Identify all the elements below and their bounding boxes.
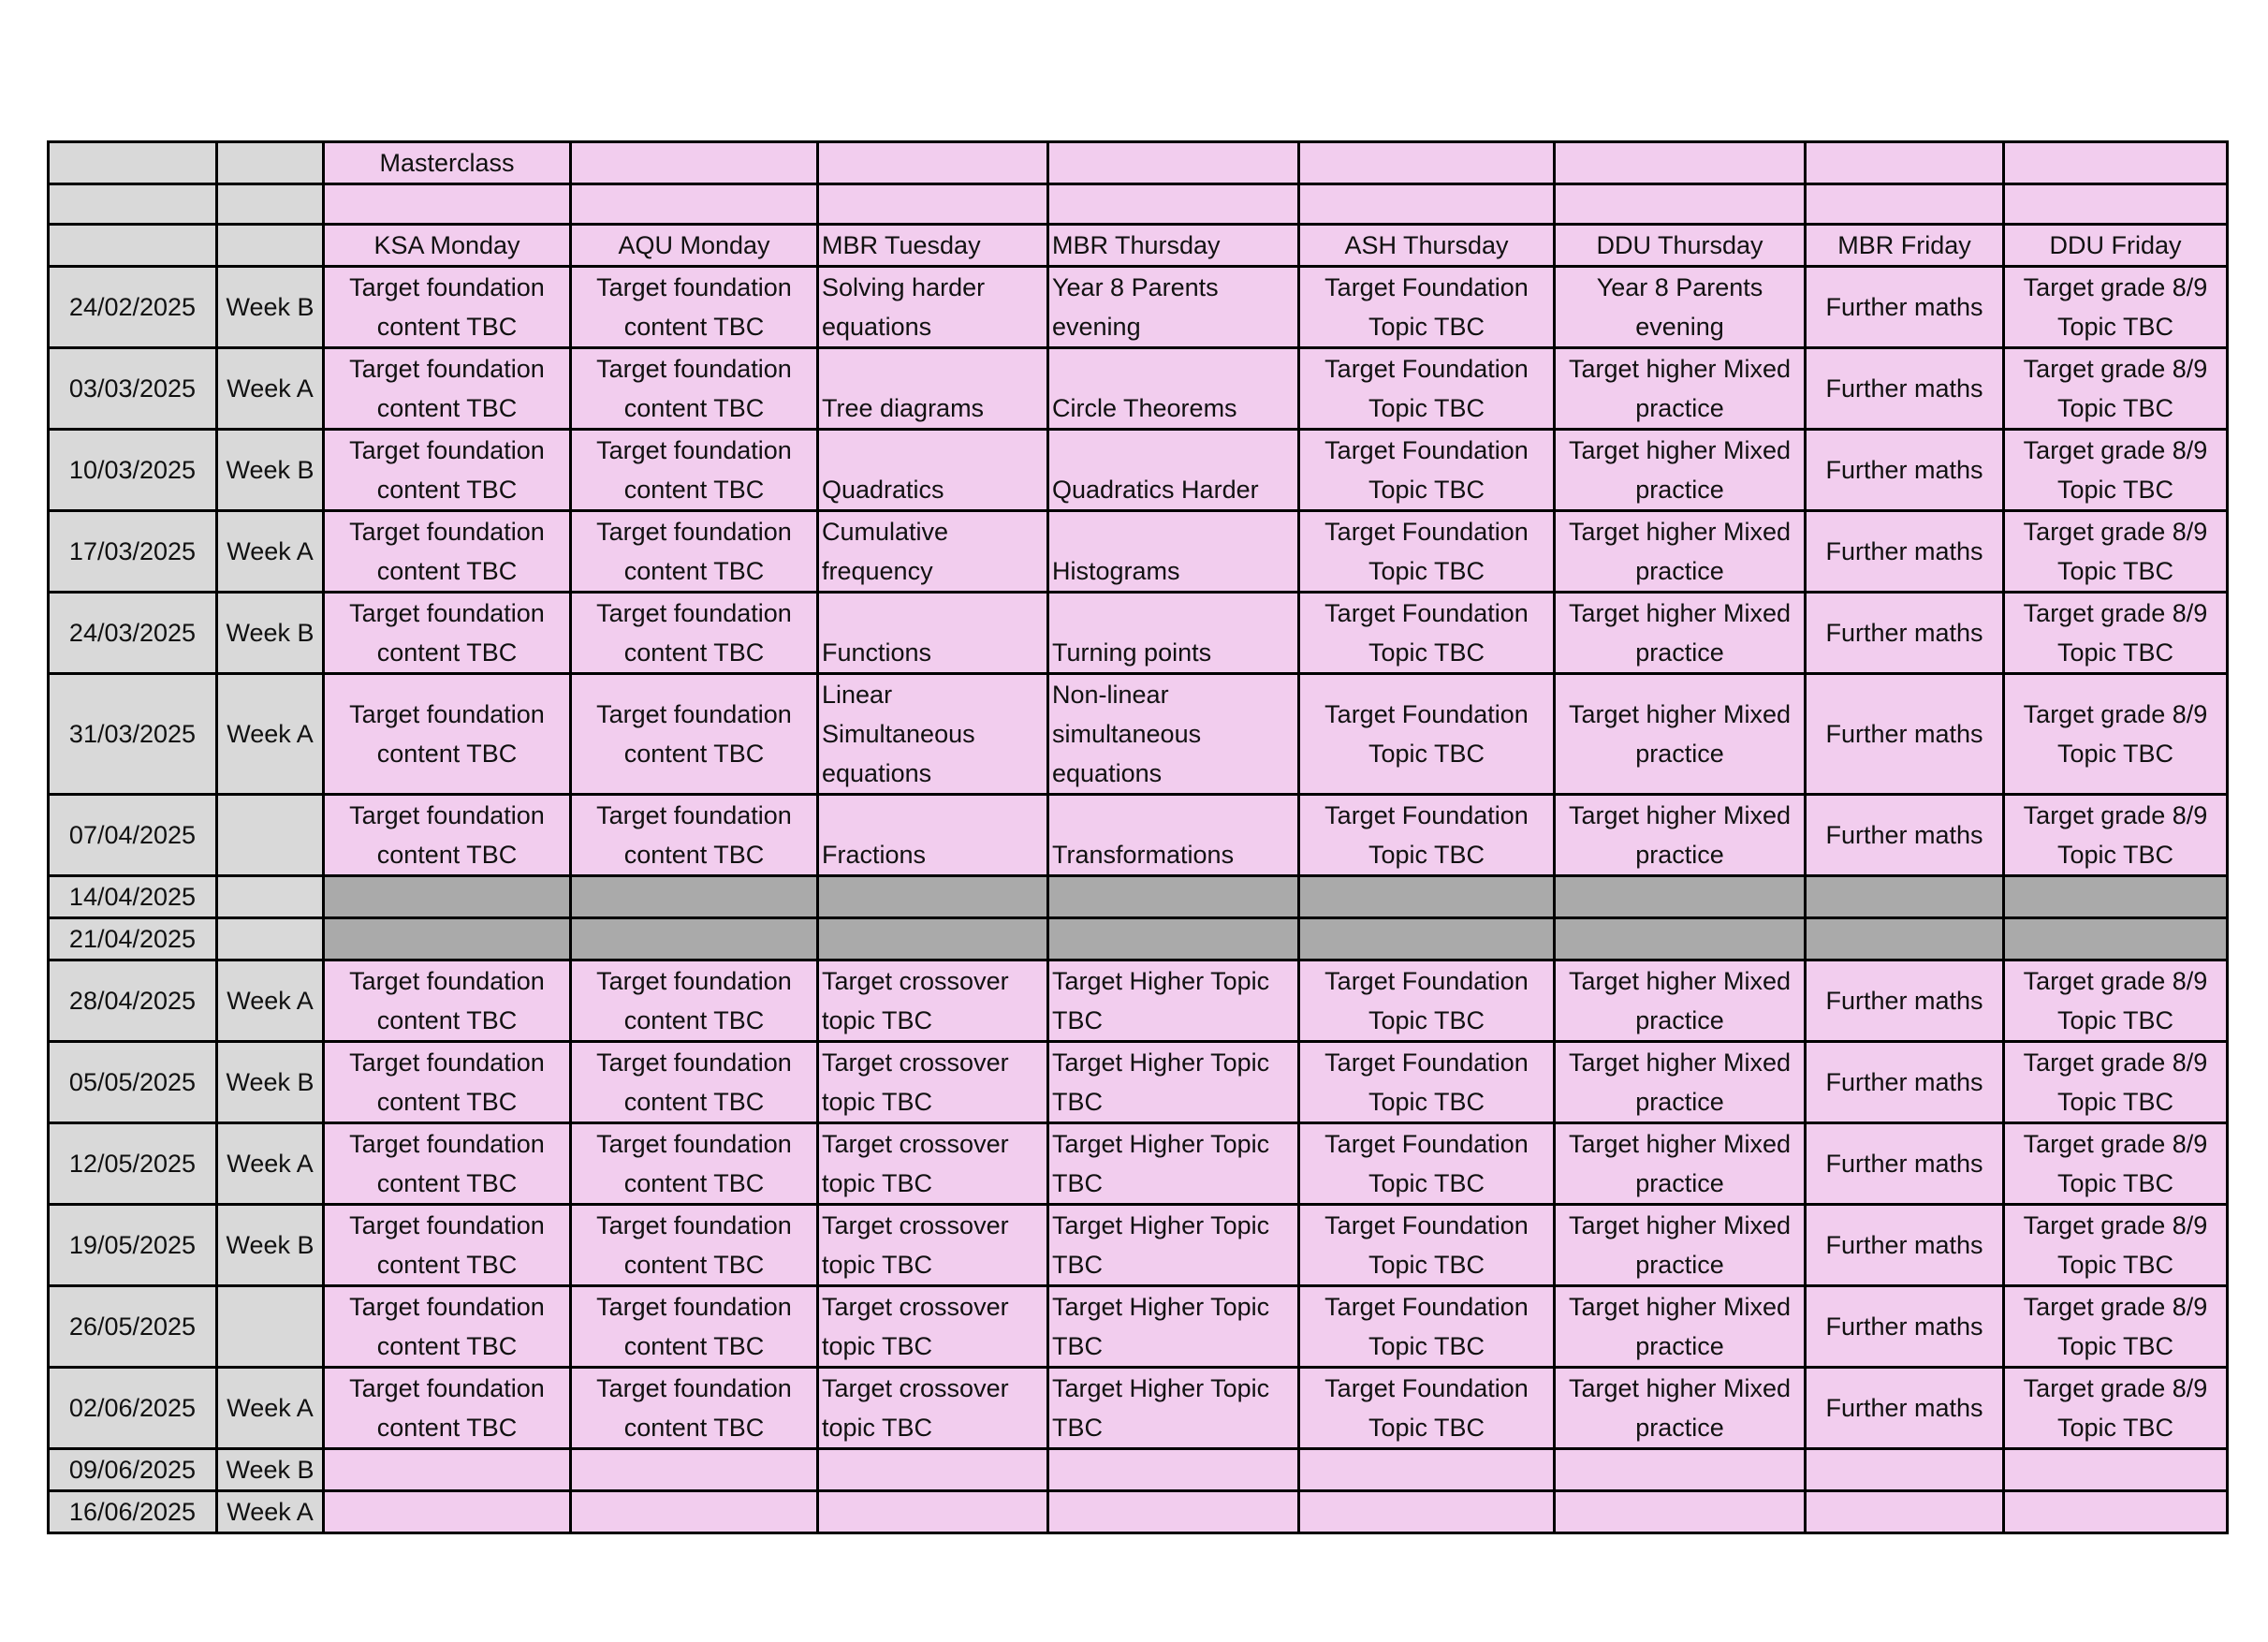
session-cell: Target grade 8/9 Topic TBC	[2004, 795, 2228, 876]
empty-session-cell	[324, 1449, 571, 1491]
empty-session-cell	[1048, 1491, 1299, 1533]
schedule-row	[49, 430, 2228, 511]
blank-cell	[1048, 142, 1299, 184]
session-cell: Target Foundation Topic TBC	[1299, 795, 1555, 876]
blank-cell	[2004, 142, 2228, 184]
empty-session-cell	[1806, 1491, 2004, 1533]
blank-cell	[1299, 184, 1555, 225]
week-cell: Week A	[217, 1123, 324, 1205]
holiday-cell	[1299, 918, 1555, 960]
blank-cell	[217, 142, 324, 184]
date-cell: 19/05/2025	[49, 1205, 217, 1286]
session-cell: Target higher Mixed practice	[1555, 1123, 1806, 1205]
empty-session-cell	[2004, 1491, 2228, 1533]
empty-session-cell	[2004, 1449, 2228, 1491]
holiday-cell	[2004, 876, 2228, 918]
session-cell: Target crossover topic TBC	[818, 1205, 1048, 1286]
session-cell: Target Foundation Topic TBC	[1299, 430, 1555, 511]
session-cell: Target foundation content TBC	[571, 1368, 818, 1449]
date-cell: 09/06/2025	[49, 1449, 217, 1491]
session-cell: Target foundation content TBC	[324, 511, 571, 593]
date-cell: 16/06/2025	[49, 1491, 217, 1533]
date-cell: 03/03/2025	[49, 348, 217, 430]
session-cell: Target foundation content TBC	[571, 1286, 818, 1368]
blank-cell	[217, 225, 324, 267]
session-cell: Non-linear simultaneous equations	[1048, 674, 1299, 795]
session-cell: Further maths	[1806, 593, 2004, 674]
date-cell: 07/04/2025	[49, 795, 217, 876]
session-cell: Target Higher Topic TBC	[1048, 1368, 1299, 1449]
session-cell: Target Foundation Topic TBC	[1299, 511, 1555, 593]
session-cell: Target Higher Topic TBC	[1048, 1205, 1299, 1286]
empty-session-cell	[1299, 1449, 1555, 1491]
session-cell: Further maths	[1806, 430, 2004, 511]
schedule-row	[49, 511, 2228, 593]
empty-session-cell	[571, 1449, 818, 1491]
session-cell: Target crossover topic TBC	[818, 1368, 1048, 1449]
blank-cell	[1048, 184, 1299, 225]
session-cell: Target grade 8/9 Topic TBC	[2004, 674, 2228, 795]
session-cell: Target grade 8/9 Topic TBC	[2004, 1205, 2228, 1286]
session-cell: Further maths	[1806, 1042, 2004, 1123]
empty-session-cell	[818, 1491, 1048, 1533]
session-cell: Fractions	[818, 795, 1048, 876]
session-cell: Target foundation content TBC	[324, 267, 571, 348]
holiday-cell	[1048, 876, 1299, 918]
column-header: DDU Friday	[2004, 225, 2228, 267]
session-cell: Linear Simultaneous equations	[818, 674, 1048, 795]
schedule-row	[49, 1205, 2228, 1286]
date-cell: 10/03/2025	[49, 430, 217, 511]
session-cell: Target higher Mixed practice	[1555, 1042, 1806, 1123]
session-cell: Target higher Mixed practice	[1555, 1368, 1806, 1449]
blank-cell	[1806, 184, 2004, 225]
date-cell: 31/03/2025	[49, 674, 217, 795]
session-cell: Target foundation content TBC	[571, 267, 818, 348]
session-cell: Target foundation content TBC	[571, 430, 818, 511]
empty-session-cell	[1299, 1491, 1555, 1533]
session-cell: Target grade 8/9 Topic TBC	[2004, 593, 2228, 674]
session-cell: Target higher Mixed practice	[1555, 430, 1806, 511]
week-cell	[217, 1286, 324, 1368]
session-cell: Target grade 8/9 Topic TBC	[2004, 267, 2228, 348]
holiday-cell	[1806, 876, 2004, 918]
session-cell: Target foundation content TBC	[324, 1205, 571, 1286]
session-cell: Target foundation content TBC	[324, 1368, 571, 1449]
session-cell: Target foundation content TBC	[571, 511, 818, 593]
schedule-row	[49, 876, 2228, 918]
session-cell: Target grade 8/9 Topic TBC	[2004, 511, 2228, 593]
week-cell: Week B	[217, 1042, 324, 1123]
schedule-row	[49, 1368, 2228, 1449]
session-cell: Cumulative frequency	[818, 511, 1048, 593]
session-cell: Target grade 8/9 Topic TBC	[2004, 1368, 2228, 1449]
week-cell: Week B	[217, 1449, 324, 1491]
schedule-row	[49, 1286, 2228, 1368]
date-cell: 12/05/2025	[49, 1123, 217, 1205]
holiday-cell	[1555, 876, 1806, 918]
blank-cell	[1806, 142, 2004, 184]
column-header: MBR Friday	[1806, 225, 2004, 267]
session-cell: Further maths	[1806, 1286, 2004, 1368]
session-cell: Target foundation content TBC	[324, 430, 571, 511]
schedule-row	[49, 795, 2228, 876]
session-cell: Target higher Mixed practice	[1555, 511, 1806, 593]
schedule-row	[49, 960, 2228, 1042]
session-cell: Target Higher Topic TBC	[1048, 1123, 1299, 1205]
session-cell: Target grade 8/9 Topic TBC	[2004, 1042, 2228, 1123]
holiday-cell	[818, 918, 1048, 960]
week-cell	[217, 918, 324, 960]
session-cell: Quadratics Harder	[1048, 430, 1299, 511]
blank-cell	[217, 184, 324, 225]
session-cell: Target Foundation Topic TBC	[1299, 674, 1555, 795]
schedule-row	[49, 1042, 2228, 1123]
column-header: DDU Thursday	[1555, 225, 1806, 267]
masterclass-label: Masterclass	[324, 142, 571, 184]
column-header: MBR Tuesday	[818, 225, 1048, 267]
column-header: ASH Thursday	[1299, 225, 1555, 267]
session-cell: Target Foundation Topic TBC	[1299, 1042, 1555, 1123]
session-cell: Target foundation content TBC	[571, 960, 818, 1042]
session-cell: Target foundation content TBC	[324, 795, 571, 876]
week-cell: Week A	[217, 348, 324, 430]
session-cell: Target Foundation Topic TBC	[1299, 1205, 1555, 1286]
session-cell: Target higher Mixed practice	[1555, 1286, 1806, 1368]
session-cell: Target Foundation Topic TBC	[1299, 1123, 1555, 1205]
blank-cell	[818, 184, 1048, 225]
date-cell: 24/02/2025	[49, 267, 217, 348]
week-cell	[217, 795, 324, 876]
session-cell: Target Foundation Topic TBC	[1299, 1368, 1555, 1449]
empty-session-cell	[818, 1449, 1048, 1491]
holiday-cell	[1555, 918, 1806, 960]
week-cell: Week A	[217, 1491, 324, 1533]
empty-session-cell	[1806, 1449, 2004, 1491]
session-cell: Target higher Mixed practice	[1555, 593, 1806, 674]
date-cell: 24/03/2025	[49, 593, 217, 674]
session-cell: Target Foundation Topic TBC	[1299, 593, 1555, 674]
session-cell: Histograms	[1048, 511, 1299, 593]
session-cell: Target crossover topic TBC	[818, 960, 1048, 1042]
session-cell: Target crossover topic TBC	[818, 1042, 1048, 1123]
holiday-cell	[2004, 918, 2228, 960]
holiday-cell	[1048, 918, 1299, 960]
week-cell: Week A	[217, 960, 324, 1042]
session-cell: Target foundation content TBC	[324, 593, 571, 674]
holiday-cell	[571, 918, 818, 960]
date-cell: 14/04/2025	[49, 876, 217, 918]
blank-cell	[571, 142, 818, 184]
spacer-row	[49, 184, 2228, 225]
empty-session-cell	[1555, 1449, 1806, 1491]
schedule-row	[49, 593, 2228, 674]
column-header: AQU Monday	[571, 225, 818, 267]
schedule-row	[49, 267, 2228, 348]
week-cell: Week A	[217, 511, 324, 593]
session-cell: Target foundation content TBC	[571, 1205, 818, 1286]
session-cell: Target higher Mixed practice	[1555, 348, 1806, 430]
schedule-row	[49, 674, 2228, 795]
empty-session-cell	[1555, 1491, 1806, 1533]
column-header-row	[49, 225, 2228, 267]
session-cell: Further maths	[1806, 267, 2004, 348]
blank-cell	[324, 184, 571, 225]
session-cell: Target foundation content TBC	[324, 1123, 571, 1205]
blank-cell	[49, 142, 217, 184]
session-cell: Functions	[818, 593, 1048, 674]
session-cell: Year 8 Parents evening	[1048, 267, 1299, 348]
week-cell: Week B	[217, 430, 324, 511]
session-cell: Quadratics	[818, 430, 1048, 511]
session-cell: Target Foundation Topic TBC	[1299, 960, 1555, 1042]
session-cell: Target foundation content TBC	[324, 674, 571, 795]
session-cell: Target Higher Topic TBC	[1048, 1286, 1299, 1368]
holiday-cell	[324, 918, 571, 960]
session-cell: Target foundation content TBC	[571, 1123, 818, 1205]
session-cell: Further maths	[1806, 1368, 2004, 1449]
session-cell: Target higher Mixed practice	[1555, 795, 1806, 876]
session-cell: Further maths	[1806, 960, 2004, 1042]
holiday-cell	[1806, 918, 2004, 960]
session-cell: Target grade 8/9 Topic TBC	[2004, 960, 2228, 1042]
date-cell: 21/04/2025	[49, 918, 217, 960]
session-cell: Further maths	[1806, 511, 2004, 593]
holiday-cell	[324, 876, 571, 918]
schedule-row	[49, 1123, 2228, 1205]
session-cell: Target crossover topic TBC	[818, 1286, 1048, 1368]
date-cell: 17/03/2025	[49, 511, 217, 593]
session-cell: Further maths	[1806, 1205, 2004, 1286]
week-cell: Week B	[217, 1205, 324, 1286]
masterclass-title-row	[49, 142, 2228, 184]
week-cell: Week A	[217, 1368, 324, 1449]
session-cell: Transformations	[1048, 795, 1299, 876]
empty-session-cell	[1048, 1449, 1299, 1491]
session-cell: Target foundation content TBC	[571, 348, 818, 430]
blank-cell	[818, 142, 1048, 184]
session-cell: Further maths	[1806, 1123, 2004, 1205]
schedule-row	[49, 918, 2228, 960]
blank-cell	[571, 184, 818, 225]
session-cell: Target higher Mixed practice	[1555, 960, 1806, 1042]
schedule-row	[49, 1449, 2228, 1491]
blank-cell	[1555, 142, 1806, 184]
session-cell: Tree diagrams	[818, 348, 1048, 430]
blank-cell	[2004, 184, 2228, 225]
schedule-row	[49, 348, 2228, 430]
session-cell: Further maths	[1806, 795, 2004, 876]
holiday-cell	[818, 876, 1048, 918]
date-cell: 28/04/2025	[49, 960, 217, 1042]
session-cell: Year 8 Parents evening	[1555, 267, 1806, 348]
session-cell: Further maths	[1806, 674, 2004, 795]
date-cell: 26/05/2025	[49, 1286, 217, 1368]
session-cell: Target foundation content TBC	[571, 795, 818, 876]
session-cell: Target grade 8/9 Topic TBC	[2004, 430, 2228, 511]
session-cell: Target higher Mixed practice	[1555, 674, 1806, 795]
session-cell: Turning points	[1048, 593, 1299, 674]
week-cell: Week B	[217, 267, 324, 348]
empty-session-cell	[571, 1491, 818, 1533]
masterclass-timetable	[47, 140, 2229, 1534]
session-cell: Target Foundation Topic TBC	[1299, 1286, 1555, 1368]
blank-cell	[49, 184, 217, 225]
holiday-cell	[1299, 876, 1555, 918]
session-cell: Target crossover topic TBC	[818, 1123, 1048, 1205]
blank-cell	[1299, 142, 1555, 184]
session-cell: Target foundation content TBC	[571, 593, 818, 674]
column-header: MBR Thursday	[1048, 225, 1299, 267]
column-header: KSA Monday	[324, 225, 571, 267]
session-cell: Target Foundation Topic TBC	[1299, 267, 1555, 348]
session-cell: Circle Theorems	[1048, 348, 1299, 430]
blank-cell	[1555, 184, 1806, 225]
session-cell: Further maths	[1806, 348, 2004, 430]
session-cell: Target foundation content TBC	[324, 1042, 571, 1123]
empty-session-cell	[324, 1491, 571, 1533]
session-cell: Solving harder equations	[818, 267, 1048, 348]
session-cell: Target foundation content TBC	[324, 348, 571, 430]
session-cell: Target foundation content TBC	[324, 1286, 571, 1368]
week-cell: Week B	[217, 593, 324, 674]
session-cell: Target grade 8/9 Topic TBC	[2004, 1123, 2228, 1205]
session-cell: Target Higher Topic TBC	[1048, 1042, 1299, 1123]
session-cell: Target foundation content TBC	[324, 960, 571, 1042]
date-cell: 05/05/2025	[49, 1042, 217, 1123]
session-cell: Target grade 8/9 Topic TBC	[2004, 348, 2228, 430]
week-cell: Week A	[217, 674, 324, 795]
session-cell: Target Higher Topic TBC	[1048, 960, 1299, 1042]
week-cell	[217, 876, 324, 918]
session-cell: Target foundation content TBC	[571, 1042, 818, 1123]
session-cell: Target grade 8/9 Topic TBC	[2004, 1286, 2228, 1368]
schedule-row	[49, 1491, 2228, 1533]
date-cell: 02/06/2025	[49, 1368, 217, 1449]
session-cell: Target Foundation Topic TBC	[1299, 348, 1555, 430]
blank-cell	[49, 225, 217, 267]
holiday-cell	[571, 876, 818, 918]
session-cell: Target foundation content TBC	[571, 674, 818, 795]
session-cell: Target higher Mixed practice	[1555, 1205, 1806, 1286]
